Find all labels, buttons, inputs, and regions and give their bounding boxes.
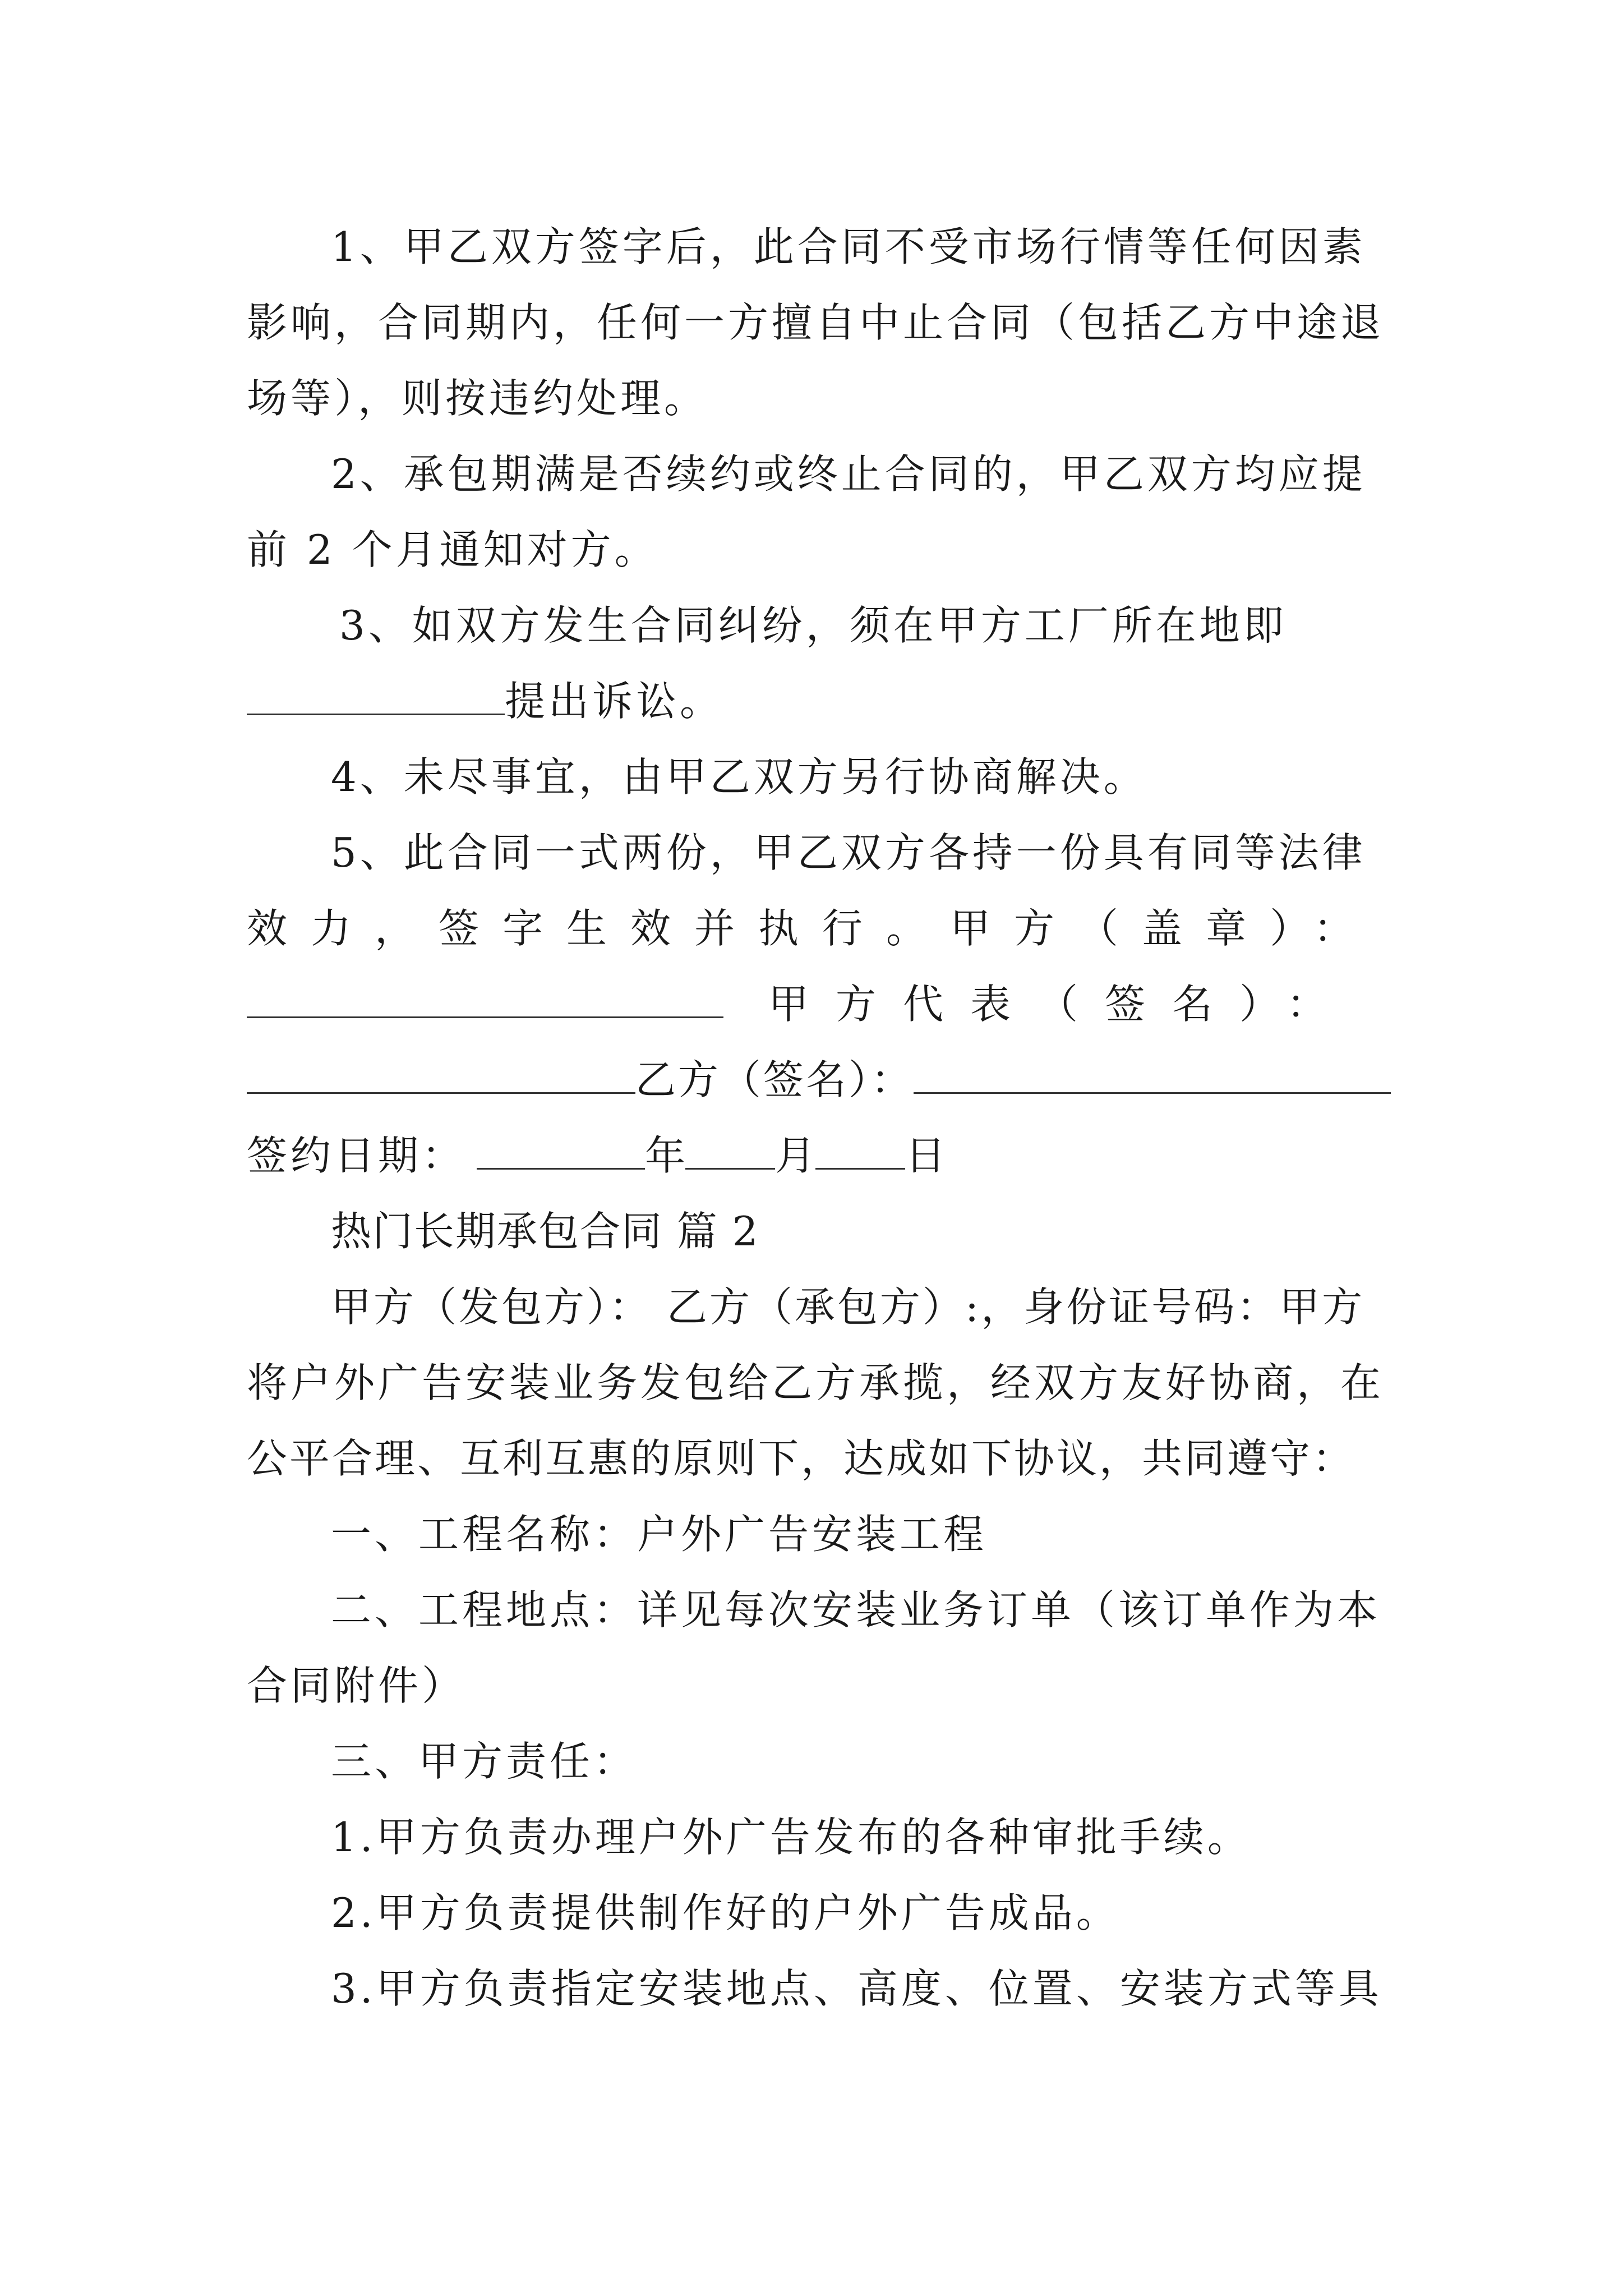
section-2-title: 热门长期承包合同 篇 2 [331,1208,759,1255]
clause-3-line-2-text: 提出诉讼。 [505,678,724,725]
party-b-label: 乙方（签名）： [635,1056,914,1103]
day-blank [815,1129,905,1170]
clause-1-line-1: 1、甲乙双方签字后，此合同不受市场行情等任何因素 [331,223,1366,270]
section-2-intro-line-2: 将户外广告安装业务发包给乙方承揽，经双方友好协商，在 [247,1359,1385,1406]
year-label: 年 [645,1132,686,1179]
sign-date-line [247,1116,1391,1195]
month-blank [685,1129,775,1170]
responsibility-2: 2.甲方负责提供制作好的户外广告成品。 [331,1889,1120,1936]
clause-3-line-1: 3、如双方发生合同纠纷，须在甲方工厂所在地即 [339,602,1287,649]
clause-5-line-1: 5、此合同一式两份，甲乙双方各持一份具有同等法律 [331,829,1366,876]
court-blank [247,674,505,715]
clause-1-line-3: 场等），则按违约处理。 [247,375,708,422]
clause-1-line-2: 影响，合同期内，任何一方擅自中止合同（包括乙方中途退 [247,299,1385,346]
sign-date-label: 签约日期： [247,1132,466,1179]
party-a-seal-blank [247,977,723,1018]
party-b-sign-blank [914,1053,1391,1094]
item-3-heading: 三、甲方责任： [331,1738,638,1785]
party-a-rep-label: 甲方代表（签名）： [768,981,1354,1028]
clause-2-line-2: 前 2 个月通知对方。 [247,526,658,573]
item-1-project-name: 一、工程名称：户外广告安装工程 [331,1511,988,1558]
clause-2-line-1: 2、承包期满是否续约或终止合同的，甲乙双方均应提 [331,450,1366,498]
clause-3-line-2 [247,662,1391,740]
section-2-intro-line-3: 公平合理、互利互惠的原则下，达成如下协议，共同遵守： [247,1435,1355,1482]
item-2-line-2: 合同附件） [247,1662,466,1709]
clause-5-line-2: 效力，签字生效并执行。甲方（盖章）： [247,905,1378,952]
clause-4: 4、未尽事宜，由甲乙双方另行协商解决。 [331,753,1147,800]
day-label: 日 [905,1132,946,1179]
responsibility-3: 3.甲方负责指定安装地点、高度、位置、安装方式等具 [331,1965,1382,2012]
responsibility-1: 1.甲方负责办理户外广告发布的各种审批手续。 [331,1814,1251,1861]
item-2-line-1: 二、工程地点：详见每次安装业务订单（该订单作为本 [331,1586,1381,1634]
party-a-rep-line [247,965,1391,1043]
party-a-rep-blank [247,1053,635,1094]
party-b-line [247,1041,1391,1119]
month-label: 月 [775,1132,816,1179]
year-blank [477,1129,645,1170]
section-2-intro-line-1: 甲方（发包方）： 乙方（承包方）:，身份证号码：甲方 [331,1283,1365,1331]
